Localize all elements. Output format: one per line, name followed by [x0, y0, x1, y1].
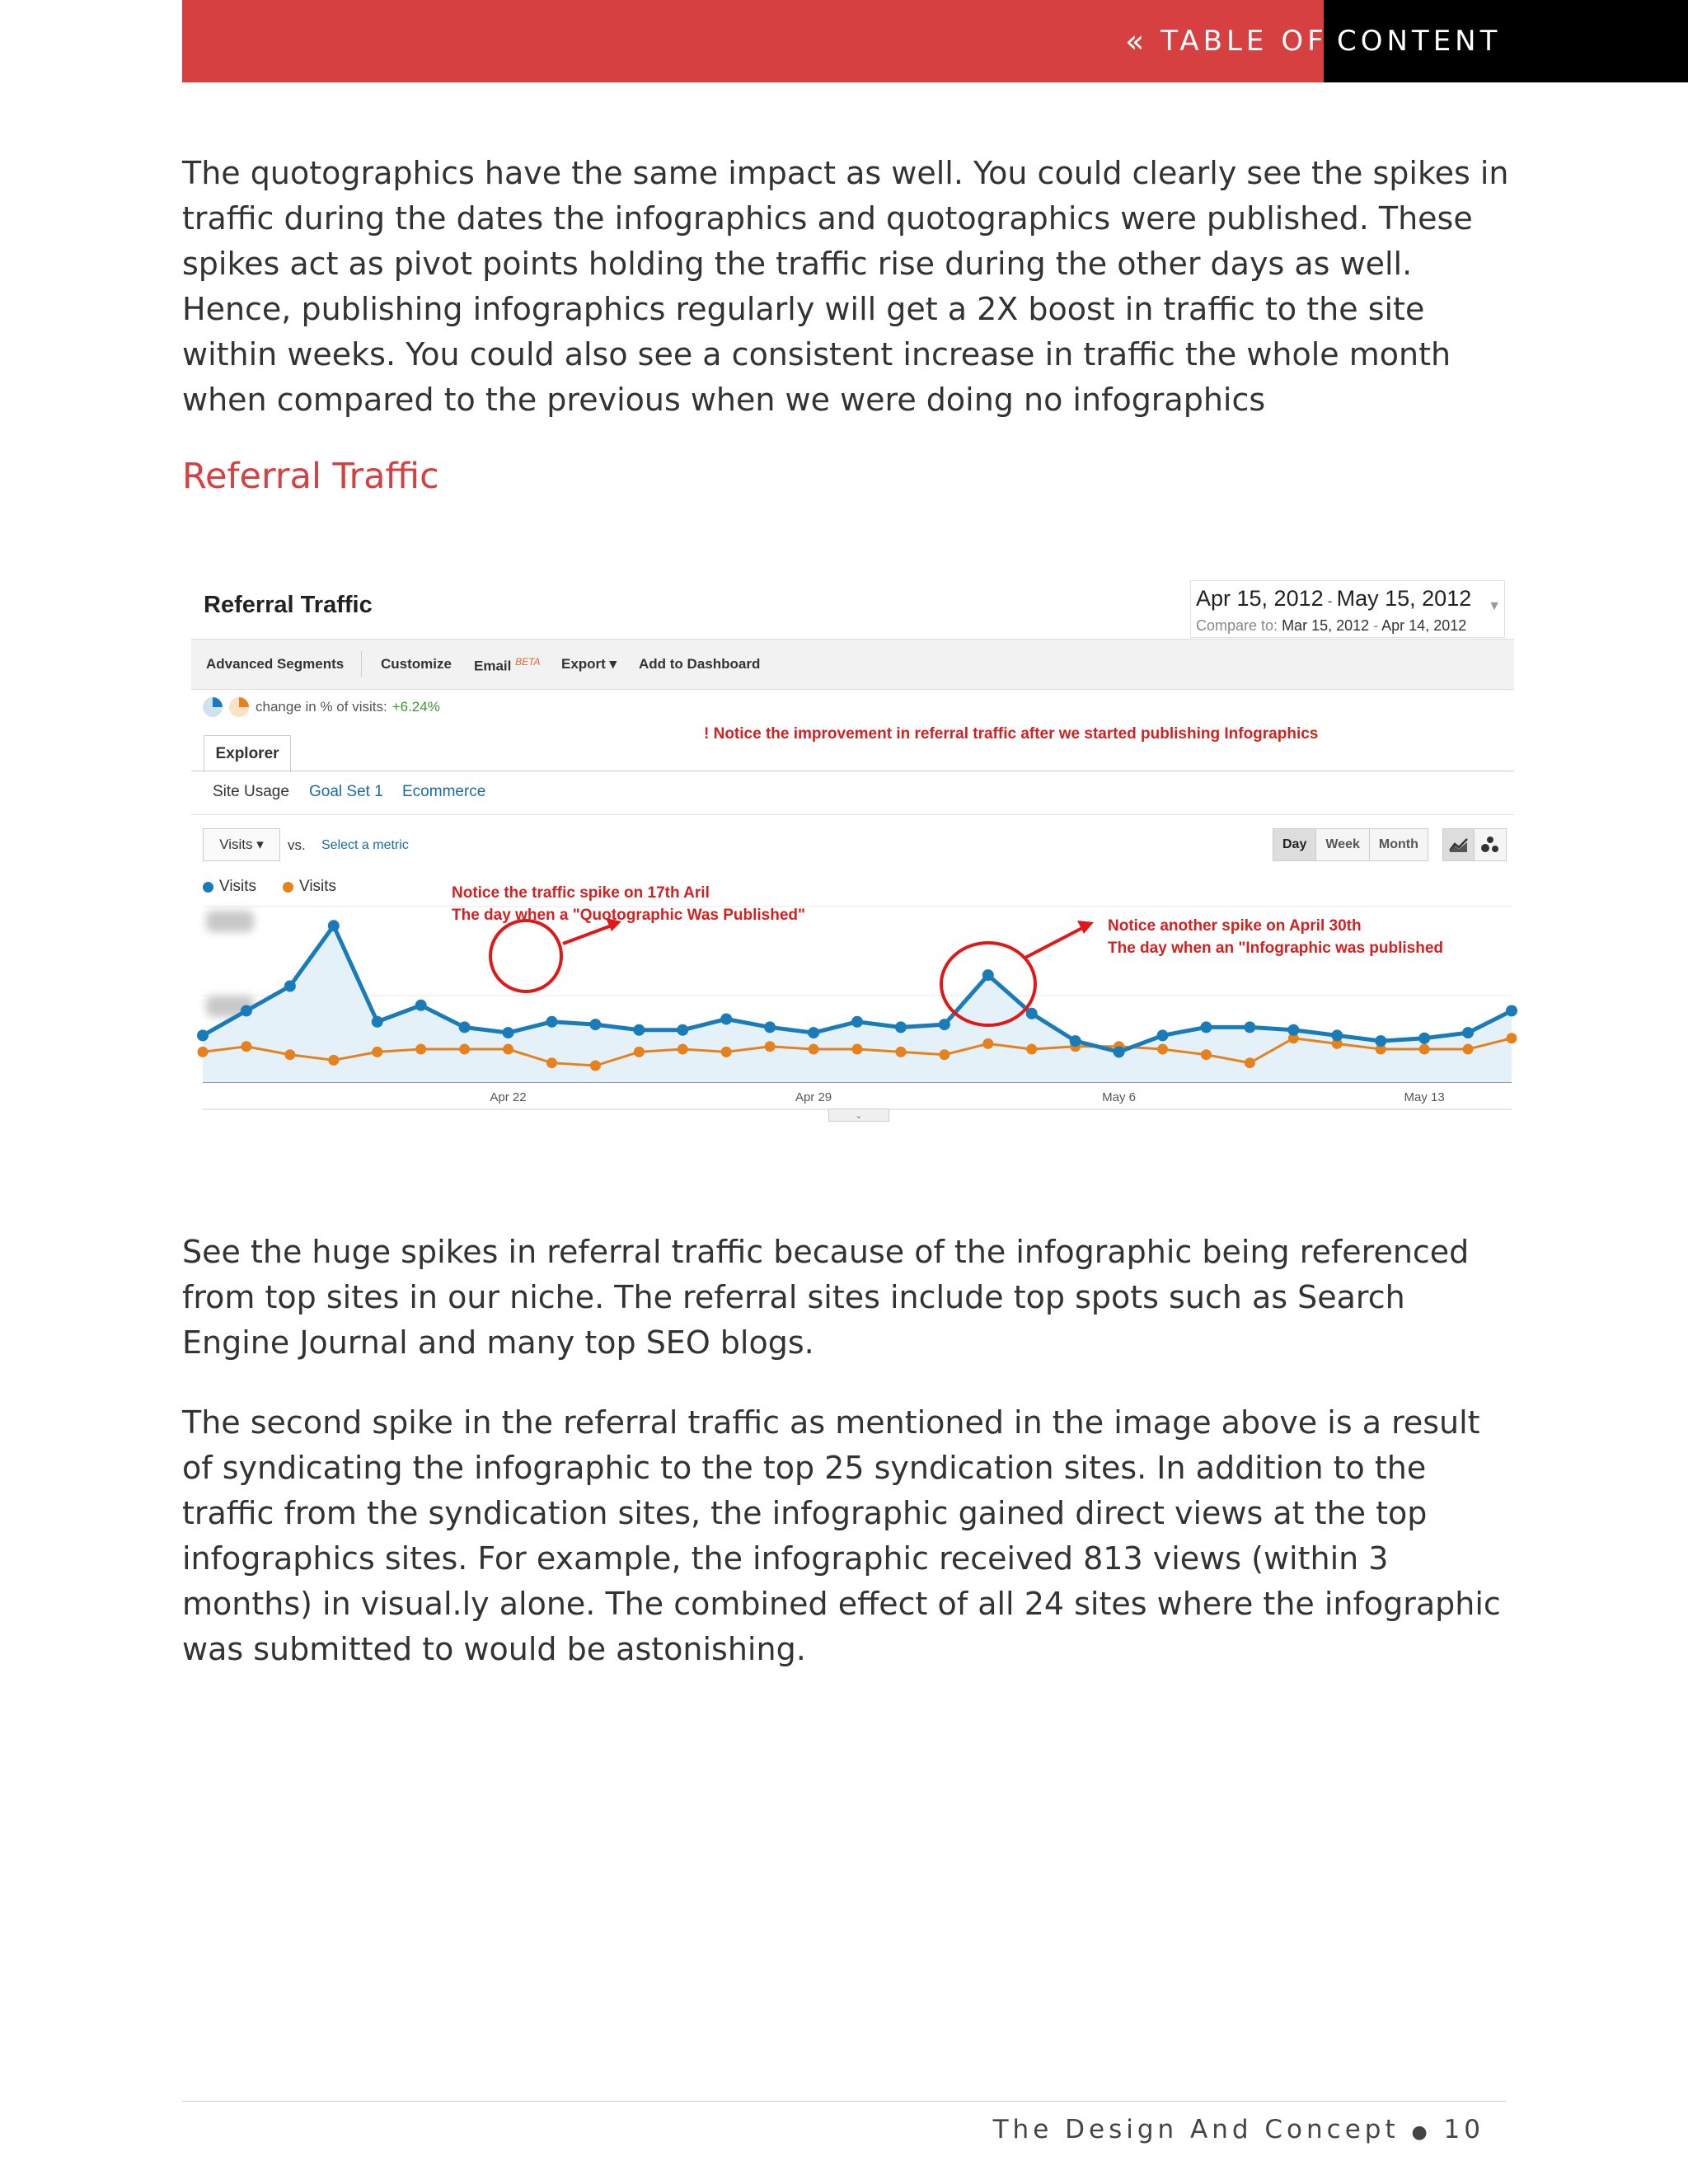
visits-series-2-point[interactable]	[721, 1047, 732, 1057]
visits-series-1-point[interactable]	[1157, 1029, 1169, 1041]
visits-series-1-point[interactable]	[808, 1027, 819, 1038]
period-month-button[interactable]: Month	[1369, 829, 1428, 860]
visits-series-2-point[interactable]	[895, 1047, 906, 1057]
beta-badge: BETA	[515, 656, 541, 668]
change-value: +6.24%	[392, 699, 440, 715]
subtab-ecommerce[interactable]: Ecommerce	[402, 783, 486, 800]
visits-series-2-point[interactable]	[503, 1044, 513, 1055]
add-to-dashboard-button[interactable]: Add to Dashboard	[639, 656, 761, 672]
visits-series-2-point[interactable]	[634, 1047, 645, 1057]
visits-series-1-point[interactable]	[1200, 1021, 1212, 1033]
visits-series-2-point[interactable]	[939, 1049, 950, 1060]
arrow-line	[1024, 927, 1084, 958]
annotation-spike-2: Notice another spike on April 30th The day when an "Infographic was published	[1108, 917, 1444, 957]
visits-series-2-point[interactable]	[328, 1055, 339, 1066]
visits-series-2-point[interactable]	[982, 1038, 993, 1049]
visits-series-1-point[interactable]	[939, 1019, 950, 1030]
visits-series-1-point[interactable]	[633, 1024, 645, 1036]
caret-down-icon: ▼	[1488, 599, 1501, 613]
report-title: Referral Traffic	[204, 592, 373, 618]
visits-series-1-point[interactable]	[589, 1019, 601, 1030]
visits-series-2-point[interactable]	[372, 1047, 382, 1057]
visits-series-1-point[interactable]	[372, 1016, 383, 1028]
visits-series-1-point[interactable]	[895, 1021, 907, 1033]
footer-title: The Design And Concept	[992, 2115, 1400, 2144]
change-summary: change in % of visits: +6.24%	[203, 697, 440, 717]
email-button[interactable]: Email $^{BETA}$	[474, 656, 541, 674]
page-footer	[993, 2115, 1484, 2144]
x-tick-label: Apr 29	[795, 1090, 832, 1104]
visits-series-1-point[interactable]	[1287, 1024, 1299, 1036]
table-of-content-link[interactable]	[1125, 0, 1341, 82]
customize-button[interactable]: Customize	[381, 656, 452, 672]
visits-series-1-point[interactable]	[764, 1021, 776, 1033]
visits-series-2-point[interactable]	[678, 1044, 688, 1055]
visits-series-2-point[interactable]	[1026, 1044, 1037, 1055]
select-metric-link[interactable]: Select a metric	[321, 838, 409, 852]
visits-series-1-point[interactable]	[546, 1016, 557, 1028]
arrow-head-icon	[1077, 921, 1094, 934]
double-chevron-left-icon: «	[1125, 23, 1145, 59]
visits-series-2-point[interactable]	[241, 1041, 251, 1052]
x-tick-label: Apr 22	[490, 1090, 527, 1104]
visits-series-2-point[interactable]	[1463, 1044, 1474, 1055]
toc-label-table: TABLE	[1160, 25, 1268, 58]
visits-series-2-point[interactable]	[1201, 1049, 1212, 1060]
visits-series-2-point[interactable]	[809, 1044, 819, 1055]
visits-series-1-point[interactable]	[328, 920, 340, 931]
visits-series-1-point[interactable]	[241, 1005, 252, 1016]
page-number: 10	[1443, 2115, 1484, 2144]
tab-explorer[interactable]: Explorer	[204, 735, 291, 772]
visits-series-1-point[interactable]	[1418, 1033, 1430, 1044]
vs-label: vs.	[288, 837, 306, 853]
visits-series-1-point[interactable]	[284, 981, 296, 992]
visits-series-1-point[interactable]	[1244, 1021, 1255, 1033]
visits-series-2-point[interactable]	[1507, 1033, 1517, 1043]
annotation-improvement: ! Notice the improvement in referral traffic after we started publishing Infographics	[704, 725, 1319, 743]
visits-series-2-point[interactable]	[765, 1041, 776, 1052]
analytics-screenshot	[191, 577, 1514, 1121]
body-paragraph-2: See the huge spikes in referral traffic because of the infographic being referenced from top sites in our niche. The referral sites include top spots such as Search Engine Journal and many top SEO blogs.	[182, 1234, 1470, 1361]
legend-item[interactable]: Visits	[203, 878, 256, 896]
visits-series-2-point[interactable]	[590, 1061, 601, 1071]
visits-series-1-point[interactable]	[503, 1027, 514, 1038]
annotation-spike-1: Notice the traffic spike on 17th Aril The day when a "Quotographic Was Published"	[452, 884, 806, 924]
x-tick-label: May 6	[1102, 1090, 1137, 1104]
visits-series-1-point[interactable]	[1375, 1035, 1386, 1047]
chart-resize-handle[interactable]: ⌄	[828, 1108, 889, 1122]
toc-label-content[interactable]: CONTENT	[1337, 25, 1502, 58]
compare-range: Compare to: Mar 15, 2012 - Apr 14, 2012	[1196, 617, 1467, 634]
visits-series-2-point[interactable]	[198, 1047, 209, 1057]
visits-series-1-point[interactable]	[197, 1029, 209, 1041]
visits-series-2-point[interactable]	[546, 1057, 557, 1068]
body-paragraph-3: The second spike in the referral traffic as mentioned in the image above is a result of syndicating the infographic to the top 25 syndication sites. In addition to the traffic from the syndication sites, the infographic gained direct views at the top infographics sites. For example, the infographic received 813 views (within 3 months) in visual.ly alone. The combined effect of all 24 sites where the infographic was submitted to would be astonishing.	[182, 1404, 1501, 1667]
section-heading: Referral Traffic	[182, 456, 439, 497]
subtab-site-usage[interactable]: Site Usage	[213, 783, 289, 800]
period-day-button[interactable]: Day	[1273, 829, 1315, 860]
visits-series-1-point[interactable]	[1026, 1008, 1038, 1019]
body-paragraph-1: The quotographics have the same impact as well. You could clearly see the spikes in traffic during the dates the infographics and quotographics were published. These spikes act as pivot points holding the traffic rise during the other days as well. Hence, publishing infographics regularly will get a 2X boost in traffic to the site within weeks. You could also see a consistent increase in traffic the whole month when compared to the previous when we were doing no infographics	[182, 155, 1509, 418]
advanced-segments-button[interactable]: Advanced Segments	[206, 656, 345, 672]
highlight-circle-spike-1	[490, 921, 561, 991]
subtab-goal-set-1[interactable]: Goal Set 1	[309, 783, 383, 800]
visits-series-1-point[interactable]	[1070, 1035, 1081, 1047]
metric-select[interactable]: Visits ▾	[203, 828, 280, 861]
visits-series-2-point[interactable]	[415, 1044, 426, 1055]
visits-series-1-point[interactable]	[1462, 1027, 1474, 1038]
visits-series-1-point[interactable]	[415, 1000, 427, 1011]
visits-series-2-point[interactable]	[1245, 1057, 1255, 1068]
visits-line-chart	[191, 577, 1514, 1121]
export-button[interactable]: Export ▾	[561, 656, 617, 672]
visits-series-2-point[interactable]	[852, 1044, 863, 1055]
date-range: Apr 15, 2012 - May 15, 2012	[1196, 586, 1472, 611]
visits-series-2-point[interactable]	[284, 1049, 295, 1060]
visits-series-2-point[interactable]	[1157, 1044, 1168, 1055]
period-week-button[interactable]: Week	[1315, 829, 1369, 860]
legend-item[interactable]: Visits	[283, 878, 336, 896]
bullet-icon: ●	[1411, 2122, 1432, 2143]
visits-series-2-point[interactable]	[1419, 1044, 1430, 1055]
visits-series-2-point[interactable]	[459, 1044, 470, 1055]
visits-series-1-point[interactable]	[677, 1024, 688, 1036]
arrow-line	[563, 926, 612, 944]
chart-x-ticks	[490, 1090, 1444, 1104]
visits-series-1-point[interactable]	[982, 969, 994, 981]
visits-series-1-point[interactable]	[459, 1021, 471, 1033]
visits-series-1-point[interactable]	[851, 1016, 863, 1028]
visits-series-1-point[interactable]	[1506, 1005, 1517, 1016]
x-tick-label: May 13	[1404, 1090, 1445, 1104]
visits-series-1-point[interactable]	[1331, 1029, 1343, 1041]
toc-label-of: OF	[1281, 25, 1328, 58]
visits-series-1-point[interactable]	[1114, 1046, 1125, 1057]
footer-divider	[182, 2101, 1507, 2102]
visits-series-1-point[interactable]	[720, 1013, 732, 1024]
